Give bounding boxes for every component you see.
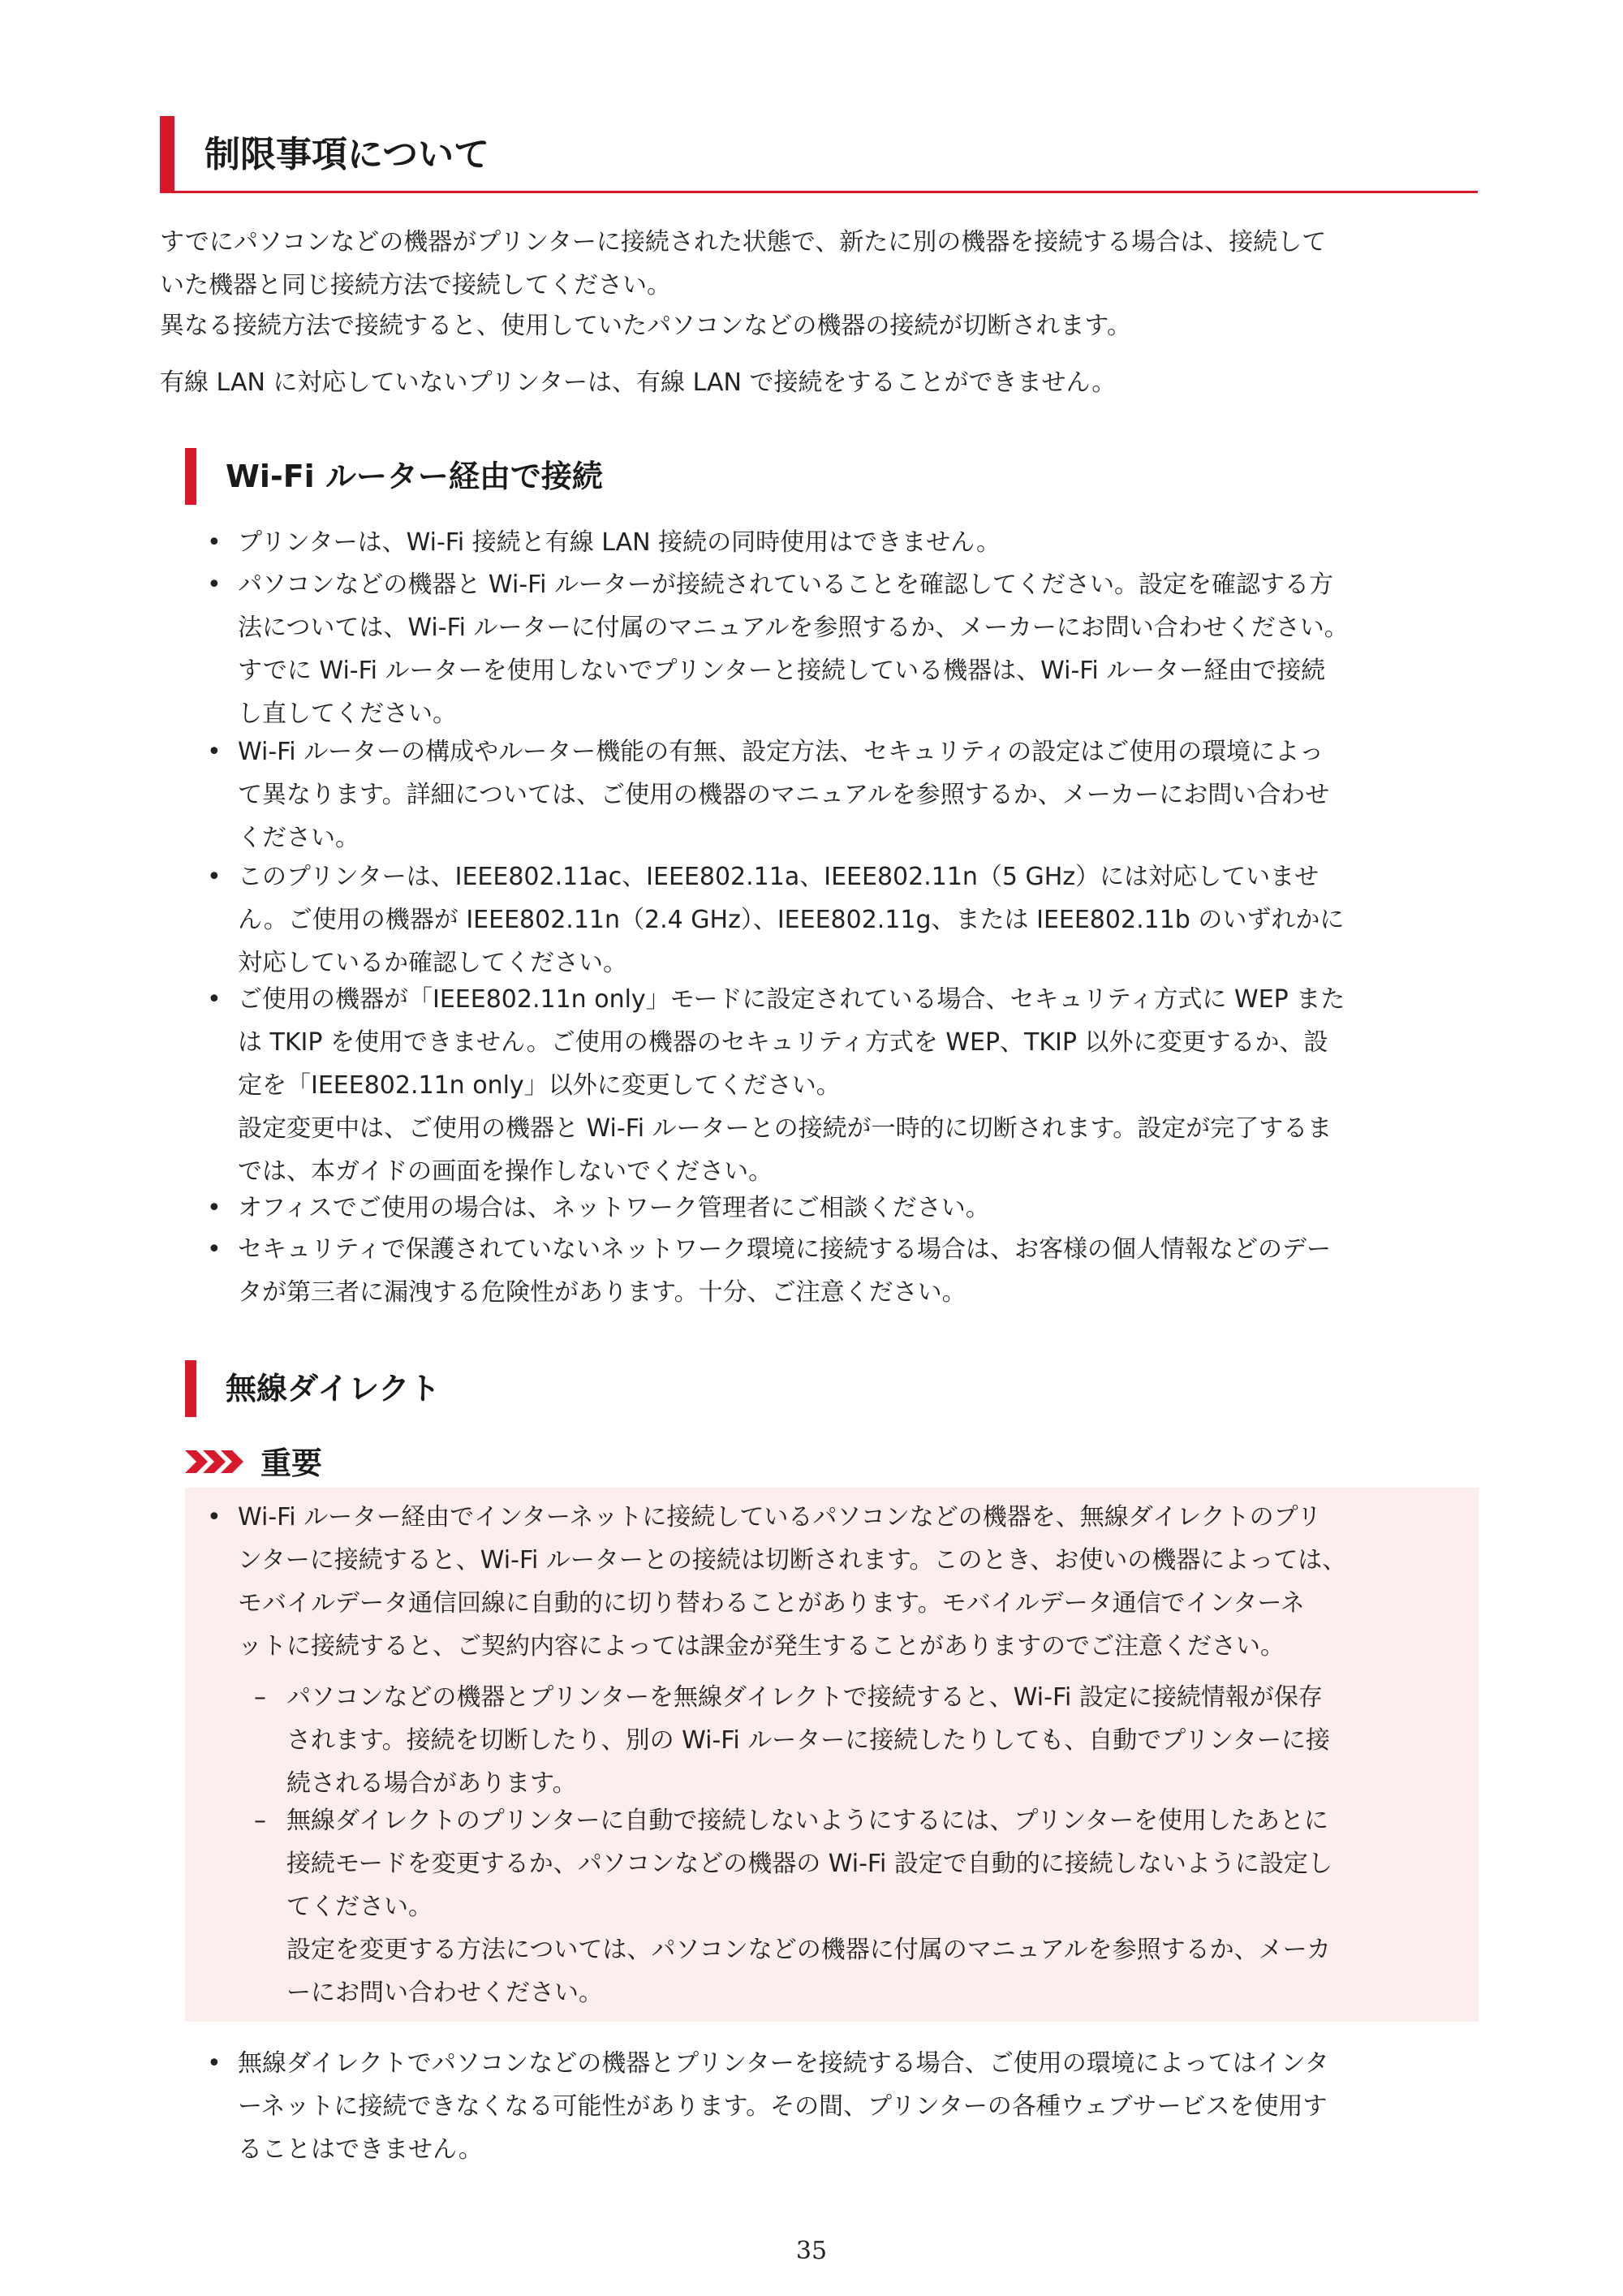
bullet-line: このプリンターは、IEEE802.11ac、IEEE802.11a、IEEE802.11n（5 GHz）には対応していませ [238,863,1319,891]
list-item [207,1496,1489,1668]
sub-item-line: パソコンなどの機器とプリンターを無線ダイレクトで接続すると、Wi-Fi 設定に接続情報が保存 [286,1683,1323,1712]
bullet-dot: • [207,738,222,766]
bullet-line: 設定変更中は、ご使用の機器と Wi-Fi ルーターとの接続が一時的に切断されます。設定が完了するま [238,1114,1332,1143]
bullet-line: 定を「IEEE802.11n only」以外に変更してください。 [238,1071,841,1100]
list-item [207,978,1489,1193]
bullet-dot: • [207,1194,222,1222]
bullet-dot: • [207,571,222,599]
bullet-line: タが第三者に漏洩する危険性があります。十分、ご注意ください。 [238,1278,966,1307]
sub-item-line: ーにお問い合わせください。 [286,1979,603,2007]
bullet-line: は TKIP を使用できません。ご使用の機器のセキュリティ方式を WEP、TKIP 以外に変更するか、設 [238,1028,1328,1057]
bullet-dot: • [207,1235,222,1264]
list-item [207,1187,1489,1230]
list-item [207,730,1489,859]
page-number: 35 [795,2237,828,2265]
bullet-line: 無線ダイレクトでパソコンなどの機器とプリンターを接続する場合、ご使用の環境によってはインタ [238,2049,1329,2078]
sub-item-line: 接続モードを変更するか、パソコンなどの機器の Wi-Fi 設定で自動的に接続しないように設定し [286,1850,1332,1878]
heading-accent-bar [185,448,196,505]
bullet-line: て異なります。詳細については、ご使用の機器のマニュアルを参照するか、メーカーにお問い合わせ [238,781,1330,809]
page-title-block [160,116,1478,193]
sub-item-line: 設定を変更する方法については、パソコンなどの機器に付属のマニュアルを参照するか、メーカ [286,1936,1331,1964]
bullet-line: 法については、Wi-Fi ルーターに付属のマニュアルを参照するか、メーカーにお問い合わせください。 [238,614,1349,642]
dash-marker: – [254,1683,266,1712]
sub-item-line: てください。 [286,1893,433,1921]
intro-line: 有線 LAN に対応していないプリンターは、有線 LAN で接続をすることができません。 [160,368,1117,397]
bullet-dot: • [207,2049,222,2078]
bullet-line: 対応しているか確認してください。 [238,949,627,977]
bullet-dot: • [207,985,222,1014]
bullet-line: モバイルデータ通信回線に自動的に切り替わることがあります。モバイルデータ通信でインターネ [238,1589,1305,1618]
page-title: 制限事項について [204,134,490,175]
sub-item-line: されます。接続を切断したり、別の Wi-Fi ルーターに接続したりしても、自動でプリンターに接 [286,1726,1330,1755]
sub-list-item [254,1676,1471,1805]
section-title: 無線ダイレクト [226,1371,441,1406]
bullet-line: ん。ご使用の機器が IEEE802.11n（2.4 GHz）、IEEE802.11g、または IEEE802.11b のいずれかに [238,906,1345,934]
bullet-line: ご使用の機器が「IEEE802.11n only」モードに設定されている場合、セキュリティ方式に WEP また [238,985,1345,1014]
bullet-line: し直してください。 [238,700,457,728]
sub-list-item [254,1799,1471,2014]
bullet-line: ください。 [238,824,359,852]
section-heading-wifi [185,448,915,505]
bullet-line: すでに Wi-Fi ルーターを使用しないでプリンターと接続している機器は、Wi-Fi ルーター経由で接続 [238,657,1326,685]
list-item [207,855,1489,984]
bullet-line: Wi-Fi ルーター経由でインターネットに接続しているパソコンなどの機器を、無線ダイレクトのプリ [238,1503,1322,1531]
section-title: Wi-Fi ルーター経由で接続 [226,459,603,494]
important-label: 重要 [260,1445,323,1481]
list-item [207,2042,1489,2171]
bullet-line: ットに接続すると、ご契約内容によっては課金が発生することがありますのでご注意ください。 [238,1632,1285,1661]
bullet-line: ンターに接続すると、Wi-Fi ルーターとの接続は切断されます。このとき、お使いの機器によっては、 [238,1546,1347,1574]
list-item [207,521,1489,564]
bullet-line: ることはできません。 [238,2135,483,2164]
heading-accent-bar [185,1360,196,1417]
dash-marker: – [254,1807,266,1835]
section-heading-direct [185,1360,915,1417]
bullet-line: Wi-Fi ルーターの構成やルーター機能の有無、設定方法、セキュリティの設定はご使用の環境によっ [238,738,1324,766]
bullet-dot: • [207,1503,222,1531]
bullet-dot: • [207,528,222,557]
intro-line: 異なる接続方法で接続すると、使用していたパソコンなどの機器の接続が切断されます。 [160,312,1131,340]
bullet-line: ーネットに接続できなくなる可能性があります。その間、プリンターの各種ウェブサービスを使用す [238,2092,1328,2121]
bullet-dot: • [207,863,222,891]
intro-line: すでにパソコンなどの機器がプリンターに接続された状態で、新たに別の機器を接続する場合は、接続して [160,228,1327,256]
important-note-header [185,1443,510,1484]
list-item [207,1228,1489,1314]
bullet-line: オフィスでご使用の場合は、ネットワーク管理者にご相談ください。 [238,1194,990,1222]
bullet-line: セキュリティで保護されていないネットワーク環境に接続する場合は、お客様の個人情報などのデー [238,1235,1331,1264]
bullet-line: パソコンなどの機器と Wi-Fi ルーターが接続されていることを確認してください。設定を確認する方 [238,571,1334,599]
list-item [207,563,1489,735]
bullet-line: プリンターは、Wi-Fi 接続と有線 LAN 接続の同時使用はできません。 [238,528,1001,557]
chevron-arrows-icon [185,1448,253,1475]
sub-item-line: 続される場合があります。 [286,1769,577,1798]
bullet-line: では、本ガイドの画面を操作しないでください。 [238,1157,773,1186]
sub-item-line: 無線ダイレクトのプリンターに自動で接続しないようにするには、プリンターを使用したあとに [286,1807,1328,1835]
title-accent-bar [160,116,174,191]
intro-line: いた機器と同じ接続方法で接続してください。 [160,271,671,299]
